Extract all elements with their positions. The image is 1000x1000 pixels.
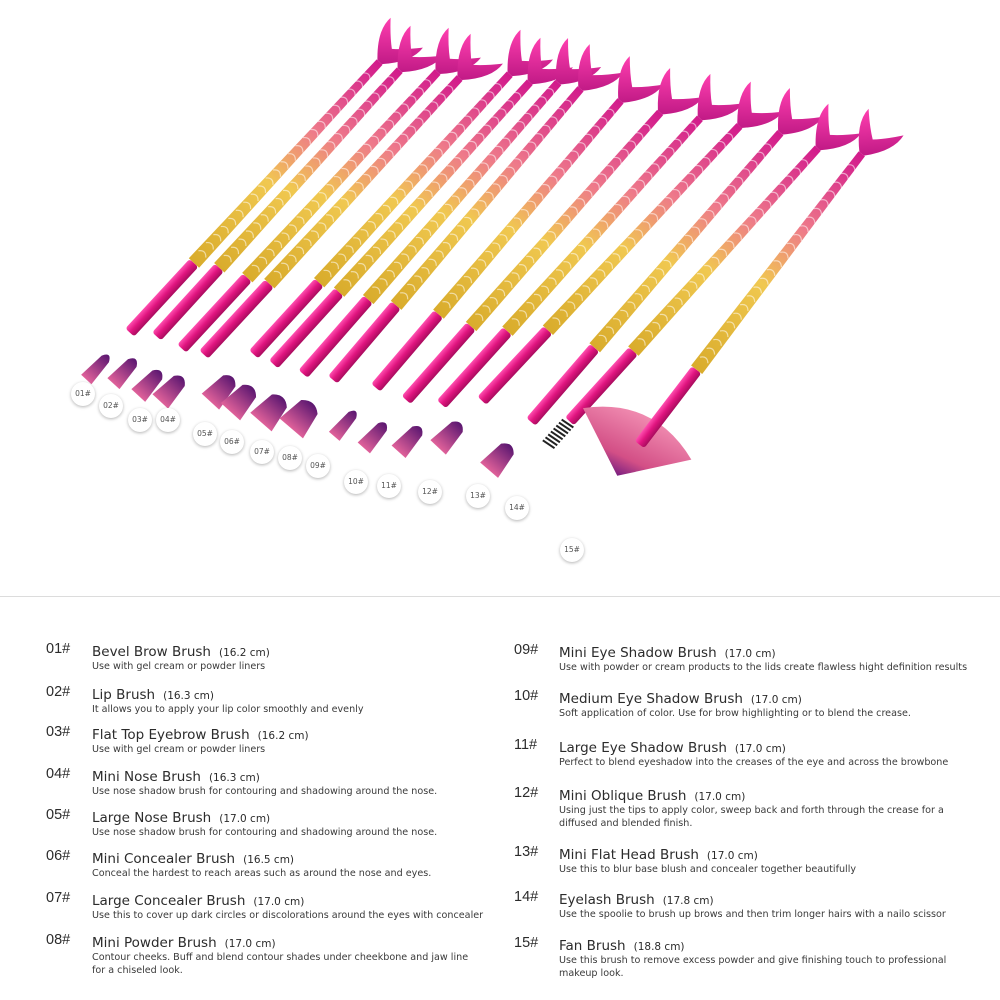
brush-name: Mini Concealer Brush: [92, 851, 236, 867]
brush-description: Perfect to blend eyeshadow into the creases of the eye and across the browbone: [559, 757, 949, 768]
brush-description: It allows you to apply your lip color smoothly and evenly: [92, 704, 364, 715]
brush-number: 03#: [46, 724, 71, 740]
brush-description: Use nose shadow brush for contouring and shadowing around the nose.: [92, 827, 438, 838]
brush-11: [382, 74, 743, 467]
brush-number-badge: 07#: [250, 440, 274, 464]
brush-5: [194, 30, 553, 417]
brush-number-badge: 11#: [377, 474, 401, 498]
brush-title: [559, 889, 714, 908]
brush-number-badge: 08#: [278, 446, 302, 470]
brush-number: 12#: [514, 785, 539, 801]
brush-number-badge: 09#: [306, 454, 330, 478]
brush-length: (17.0 cm): [224, 938, 276, 950]
brush-14: [532, 104, 862, 460]
brush-length: (17.0 cm): [694, 791, 746, 803]
brush-number-badge: 05#: [193, 422, 217, 446]
brush-title: [559, 785, 745, 804]
brush-number: 15#: [514, 935, 539, 951]
brush-name: Fan Brush: [559, 938, 626, 954]
brush-name: Mini Flat Head Brush: [559, 847, 699, 863]
brush-number: 10#: [514, 688, 539, 704]
brush-number: 11#: [514, 737, 538, 753]
brush-description: Use with powder or cream products to the lids create flawless hight definition results: [559, 662, 968, 673]
brush-length: (17.0 cm): [734, 743, 786, 755]
brush-number-badge: 02#: [99, 394, 123, 418]
brush-description: Use with gel cream or powder liners: [92, 744, 266, 755]
brush-title: [559, 935, 685, 954]
brush-number: 04#: [46, 766, 71, 782]
brush-name: Large Concealer Brush: [92, 893, 246, 909]
brush-title: [92, 641, 270, 660]
brush-number: 02#: [46, 684, 71, 700]
brush-number-badge: 04#: [156, 408, 180, 432]
brush-length: (17.0 cm): [706, 850, 758, 862]
brush-name: Bevel Brow Brush: [92, 644, 211, 660]
brush-title: [559, 844, 758, 863]
brush-number: 14#: [514, 889, 539, 905]
brush-number-badge: 10#: [344, 470, 368, 494]
brush-description: Use this brush to remove excess powder and give finishing touch to professional makeup look.: [559, 955, 947, 979]
brush-number: 05#: [46, 807, 71, 823]
brush-length: (16.5 cm): [243, 854, 295, 866]
brush-name: Large Nose Brush: [92, 810, 212, 826]
brush-name: Mini Eye Shadow Brush: [559, 645, 717, 661]
brush-length: (17.0 cm): [219, 813, 271, 825]
brush-length: (17.0 cm): [724, 648, 776, 660]
brush-length: (17.0 cm): [253, 896, 305, 908]
brush-name: Large Eye Shadow Brush: [559, 740, 727, 756]
brush-name: Mini Nose Brush: [92, 769, 201, 785]
brush-length: (17.8 cm): [662, 895, 714, 907]
brush-description: Use with gel cream or powder liners: [92, 661, 266, 672]
brush-length: (17.0 cm): [750, 694, 802, 706]
brush-description: Use nose shadow brush for contouring and shadowing around the nose.: [92, 786, 438, 797]
brush-15: [552, 79, 934, 522]
brush-number-badge: 12#: [418, 480, 442, 504]
brush-length: (16.3 cm): [208, 772, 260, 784]
brush-number-badge: 03#: [128, 408, 152, 432]
brush-description: Use the spoolie to brush up brows and then trim longer hairs with a nailo scissor: [559, 909, 946, 920]
brush-length: (18.8 cm): [633, 941, 685, 953]
brush-name: Mini Powder Brush: [92, 935, 217, 951]
brush-title: [92, 766, 260, 785]
brush-title: [92, 684, 214, 703]
brush-title: [92, 890, 304, 909]
brush-title: [559, 642, 776, 661]
brush-number-badge: 01#: [71, 382, 95, 406]
brush-description: Contour cheeks. Buff and blend contour shades under cheekbone and jaw line for a chiseled look.: [92, 952, 469, 976]
brush-number: 13#: [514, 844, 539, 860]
brush-title: [92, 932, 276, 951]
brush-length: (16.2 cm): [218, 647, 270, 659]
brush-name: Flat Top Eyebrow Brush: [92, 727, 250, 743]
brush-length: (16.2 cm): [257, 730, 309, 742]
brush-title: [559, 737, 786, 756]
brush-number-badge: 15#: [560, 538, 584, 562]
brush-number: 06#: [46, 848, 71, 864]
brush-length: (16.3 cm): [163, 690, 215, 702]
brush-description: Conceal the hardest to reach areas such as around the nose and eyes.: [92, 868, 432, 879]
brush-title: [92, 848, 294, 867]
brush-name: Medium Eye Shadow Brush: [559, 691, 743, 707]
brush-number-badge: 14#: [505, 496, 529, 520]
brush-number-badge: 06#: [220, 430, 244, 454]
section-divider: [0, 596, 1000, 597]
brush-3: [122, 28, 481, 411]
brush-description: Use this to blur base blush and concealer together beautifully: [559, 864, 857, 875]
brush-description: Use this to cover up dark circles or discolorations around the eyes with concealer: [92, 910, 484, 921]
brush-description: Soft application of color. Use for brow highlighting or to blend the crease.: [559, 708, 911, 719]
brush-title: [92, 807, 270, 826]
brush-description: Using just the tips to apply color, sweep back and forth through the crease for a diffused and blended finish.: [559, 805, 944, 829]
brush-title: [559, 688, 802, 707]
brush-name: Mini Oblique Brush: [559, 788, 687, 804]
brush-number: 09#: [514, 642, 539, 658]
brush-number: 08#: [46, 932, 71, 948]
brush-number-badge: 13#: [466, 484, 490, 508]
brush-name: Eyelash Brush: [559, 892, 655, 908]
brush-number: 01#: [46, 641, 71, 657]
brush-name: Lip Brush: [92, 687, 156, 703]
brush-title: [92, 724, 309, 743]
brush-number: 07#: [46, 890, 71, 906]
